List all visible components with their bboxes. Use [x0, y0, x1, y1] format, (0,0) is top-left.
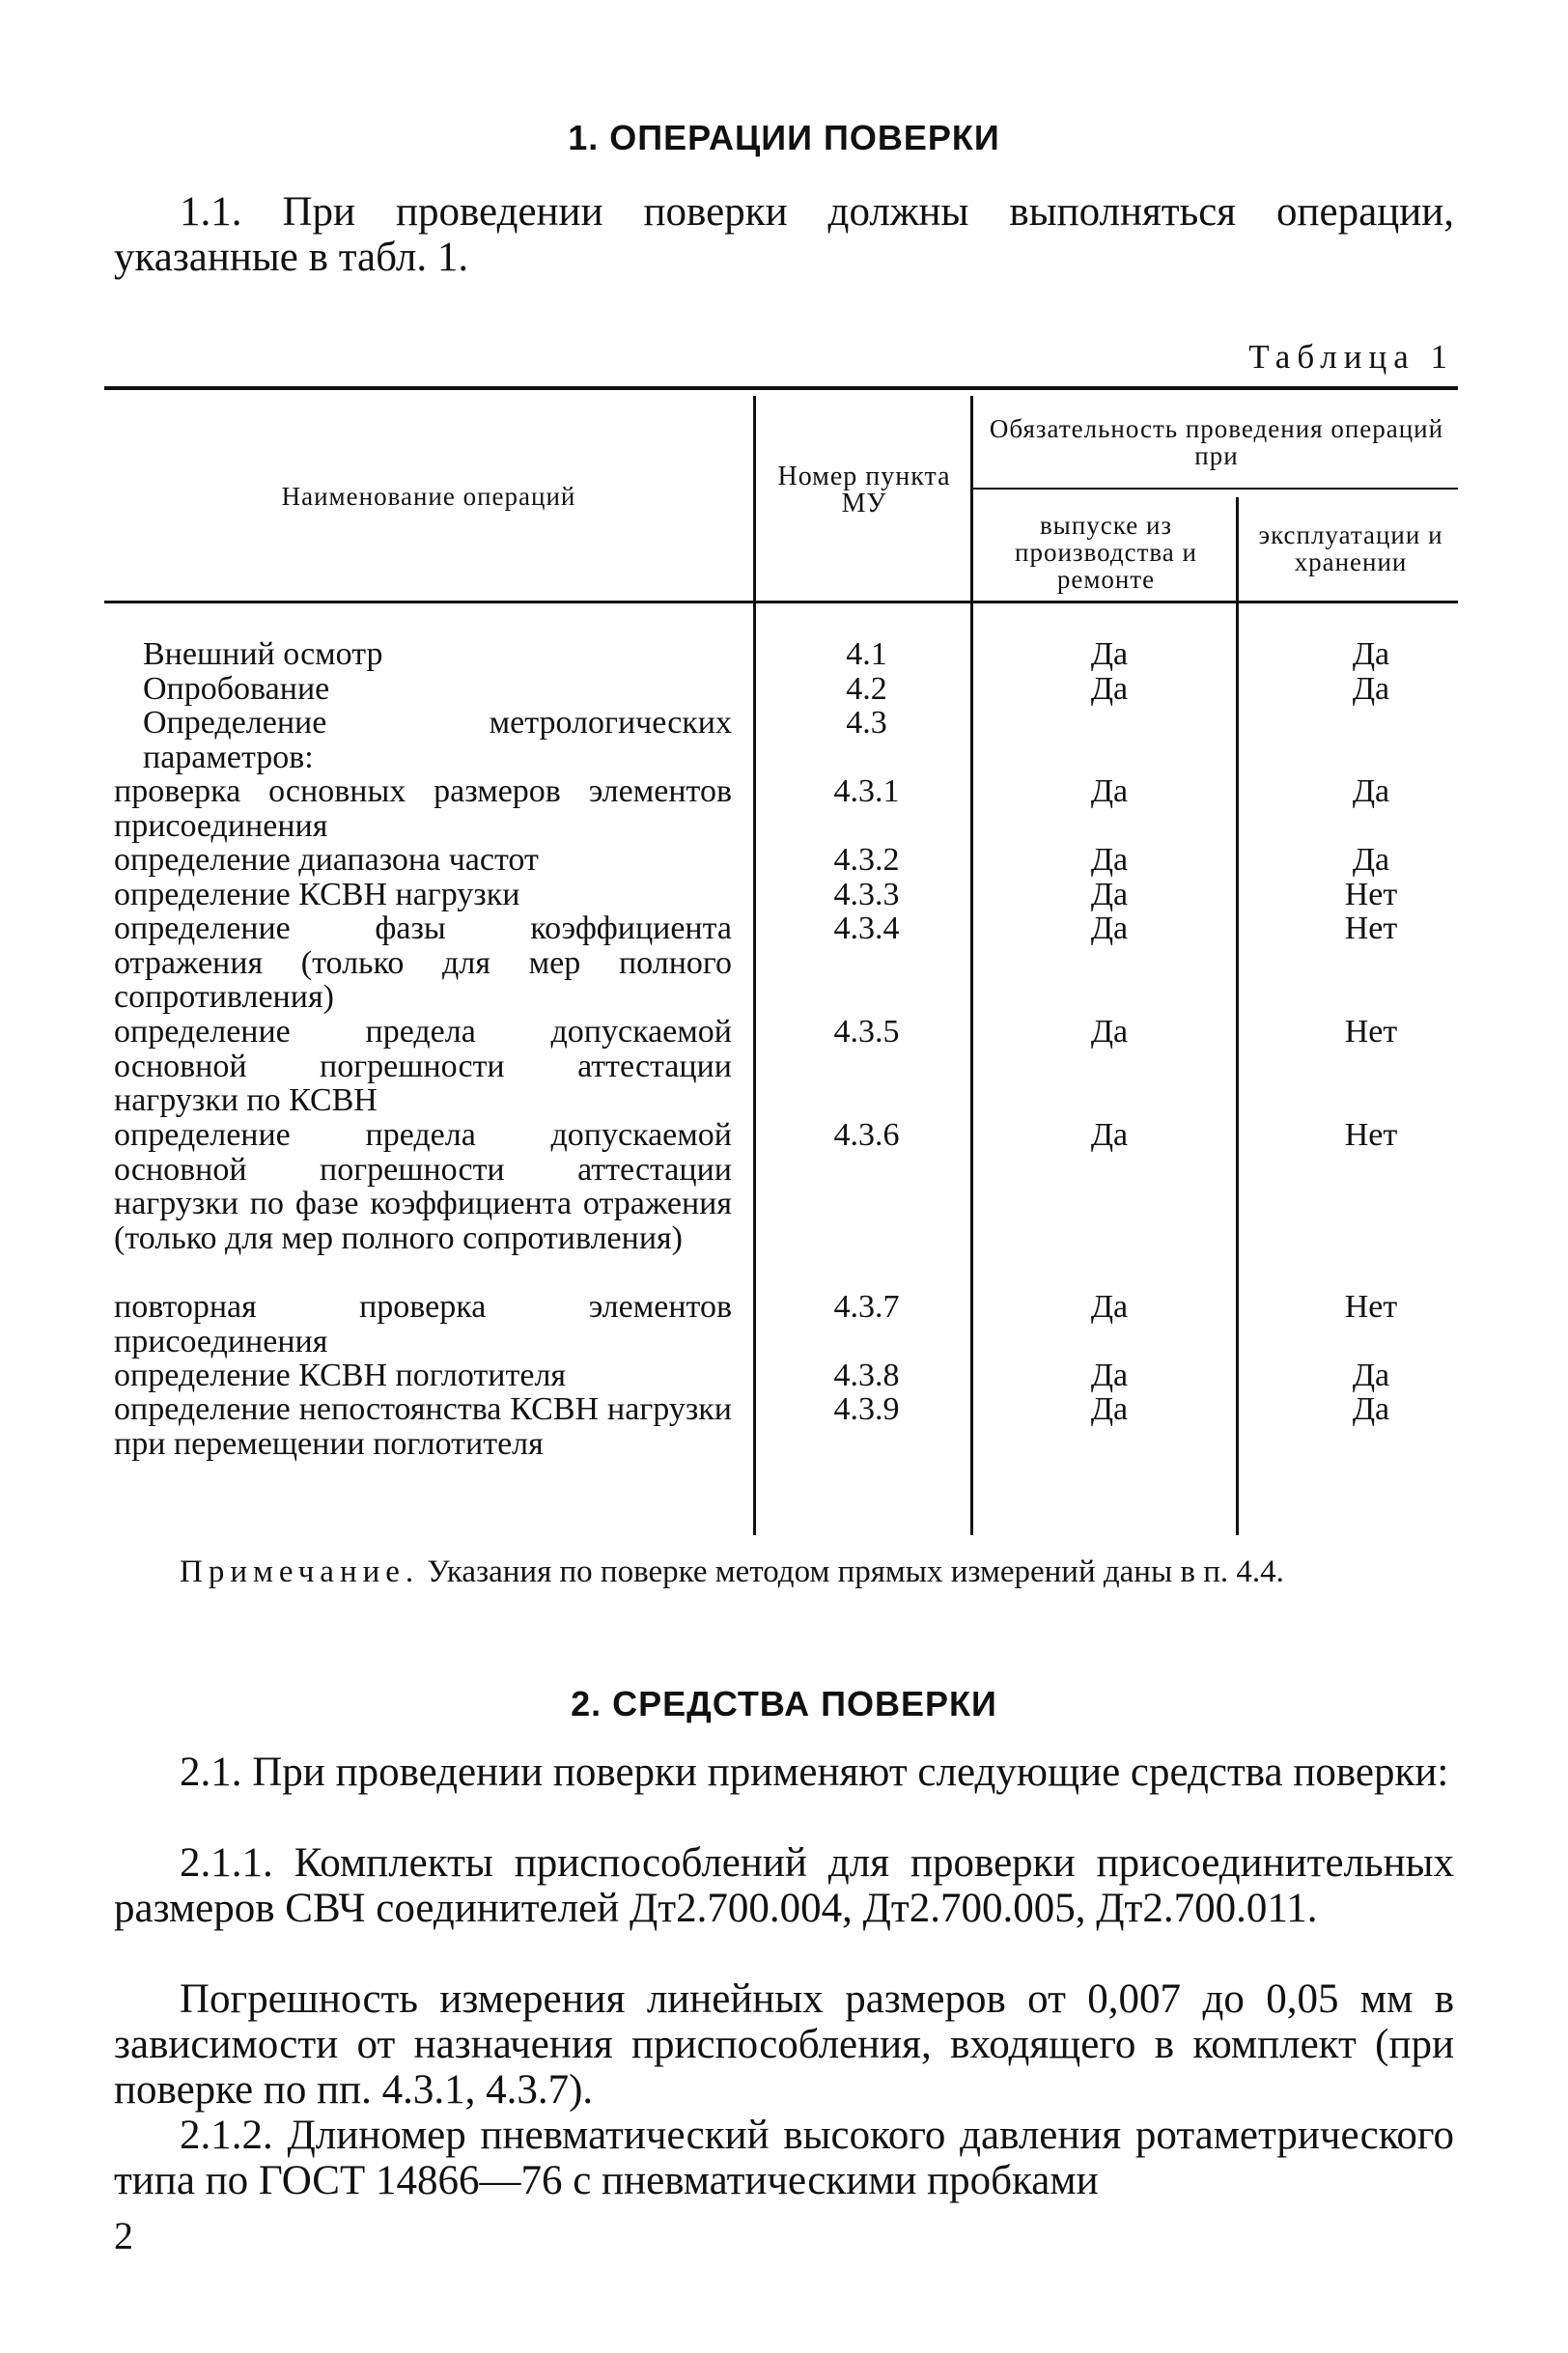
- row-7-operation: Нет: [1344, 910, 1398, 946]
- row-11-num: 4.3.8: [833, 1358, 900, 1393]
- row-9-release: Да: [1090, 1117, 1129, 1153]
- row-2-num: 4.2: [846, 671, 887, 707]
- row-2-release: Да: [1090, 671, 1129, 707]
- row-4-operation: Да: [1352, 773, 1390, 809]
- paragraph-2-1-1: 2.1.1. Комплекты приспособлений для проверки присоединительных размеров СВЧ соединителей Дт2.700.004, Дт2.700.005, Дт2.700.011.: [114, 1840, 1454, 1931]
- row-5-num: 4.3.2: [833, 842, 900, 878]
- row-9-operation: Нет: [1344, 1117, 1398, 1153]
- row-1-release: Да: [1090, 636, 1129, 672]
- note-label: Примечание.: [180, 1555, 420, 1589]
- row-5-release: Да: [1090, 842, 1129, 878]
- row-8-release: Да: [1090, 1014, 1129, 1050]
- row-11-operation: Да: [1352, 1358, 1390, 1393]
- table-note: [114, 1555, 1454, 1589]
- row-4-name: проверка основных размеров элементов присоединения: [114, 773, 732, 844]
- row-6-name: определение КСВН нагрузки: [114, 877, 520, 912]
- row-4-num: 4.3.1: [833, 773, 900, 809]
- row-6-operation: Нет: [1344, 877, 1398, 912]
- table-caption: Таблица 1: [1248, 338, 1454, 376]
- row-4-release: Да: [1090, 773, 1129, 809]
- row-6-num: 4.3.3: [833, 877, 900, 912]
- row-12-name: определение непостоянства КСВН нагрузки при перемещении поглотителя: [114, 1391, 732, 1462]
- row-6-release: Да: [1090, 877, 1129, 912]
- page-number: 2: [114, 2214, 133, 2257]
- row-12-num: 4.3.9: [833, 1391, 900, 1427]
- row-3-name-text: Определение метрологических параметров:: [143, 705, 732, 775]
- row-2-name: Опробование: [143, 671, 330, 707]
- table-col-divider-1: [753, 396, 756, 1535]
- row-8-name: определение предела допускаемой основной погрешности аттестации нагрузки по КСВН: [114, 1014, 732, 1118]
- row-5-name: определение диапазона частот: [114, 842, 539, 878]
- table-top-rule: [104, 386, 1458, 390]
- row-7-release: Да: [1090, 910, 1129, 946]
- header-item-number: Номер пункта МУ: [777, 462, 951, 518]
- header-operation-name: Наименование операций: [281, 482, 576, 511]
- table-col-divider-2: [970, 396, 973, 1535]
- row-12-release: Да: [1090, 1391, 1129, 1427]
- row-9-name: определение предела допускаемой основной погрешности аттестации нагрузки по фазе коэффициента отражения (только для мер полного сопротивления): [114, 1117, 732, 1256]
- header-operation: эксплуатации и хранении: [1258, 520, 1443, 576]
- row-8-operation: Нет: [1344, 1014, 1398, 1050]
- note-text: Указания по поверке методом прямых измерений даны в п. 4.4.: [427, 1555, 1284, 1589]
- section-2-heading: 2. СРЕДСТВА ПОВЕРКИ: [571, 1684, 997, 1723]
- header-obligation: Обязательность проведения операций при: [989, 414, 1444, 470]
- paragraph-error: Погрешность измерения линейных размеров от 0,007 до 0,05 мм в зависимости от назначения приспособления, входящего в комплект (при поверке по пп. 4.3.1, 4.3.7).: [114, 1976, 1454, 2113]
- row-11-release: Да: [1090, 1358, 1129, 1393]
- row-1-name: Внешний осмотр: [143, 636, 383, 672]
- table-subheader-rule: [970, 488, 1458, 490]
- row-7-num: 4.3.4: [833, 910, 900, 946]
- paragraph-2-1: 2.1. При проведении поверки применяют следующие средства поверки:: [180, 1750, 1449, 1795]
- row-7-name: определение фазы коэффициента отражения (только для мер полного сопротивления): [114, 910, 732, 1015]
- row-5-operation: Да: [1352, 842, 1390, 878]
- row-1-operation: Да: [1352, 636, 1390, 672]
- header-release: выпуске из производства и ремонте: [1015, 511, 1197, 594]
- table-header-rule: [104, 601, 1458, 603]
- row-10-release: Да: [1090, 1289, 1129, 1325]
- row-2-operation: Да: [1352, 671, 1390, 707]
- section-1-heading: 1. ОПЕРАЦИИ ПОВЕРКИ: [568, 118, 1000, 157]
- row-12-operation: Да: [1352, 1391, 1390, 1427]
- paragraph-1-1: 1.1. При проведении поверки должны выполняться операции, указанные в табл. 1.: [114, 189, 1454, 280]
- row-11-name: определение КСВН поглотителя: [114, 1358, 567, 1393]
- paragraph-2-1-2: 2.1.2. Длиномер пневматический высокого давления ротаметрического типа по ГОСТ 14866—76 с пневматическими пробками: [114, 2113, 1454, 2203]
- row-10-operation: Нет: [1344, 1289, 1398, 1325]
- row-3-num: 4.3: [846, 705, 887, 741]
- row-10-num: 4.3.7: [833, 1289, 900, 1325]
- row-1-num: 4.1: [846, 636, 887, 672]
- row-8-num: 4.3.5: [833, 1014, 900, 1050]
- row-10-name: повторная проверка элементов присоединения: [114, 1289, 732, 1359]
- row-3-name: [114, 706, 732, 774]
- row-9-num: 4.3.6: [833, 1117, 900, 1153]
